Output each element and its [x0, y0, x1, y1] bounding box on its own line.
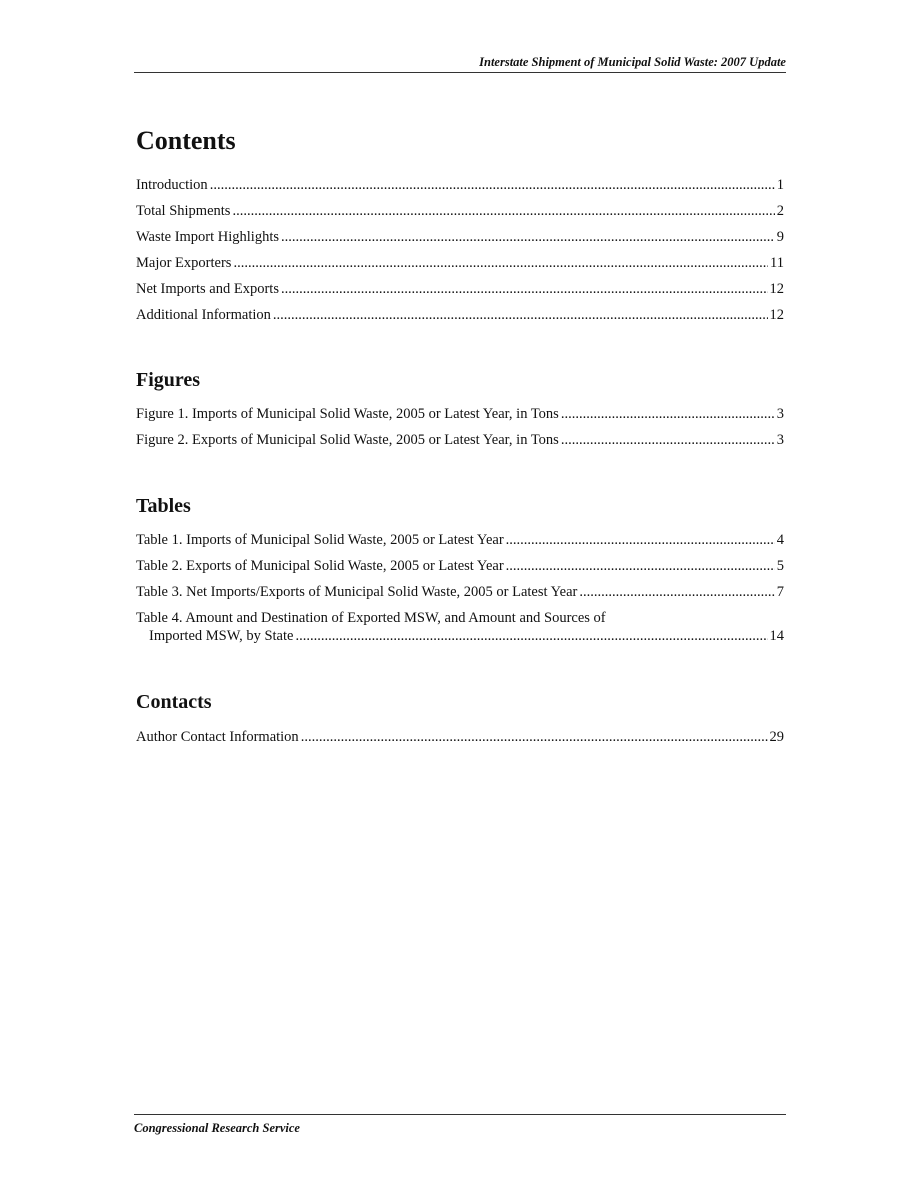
dot-leader: [506, 557, 775, 575]
toc-entry-page: 4: [776, 532, 784, 548]
toc-entry-table-1[interactable]: [136, 531, 784, 557]
toc-entry-page: 3: [776, 432, 784, 448]
toc-entry-table-3[interactable]: [136, 583, 784, 609]
toc-entry-page: 11: [770, 255, 784, 271]
dot-leader: [273, 306, 768, 324]
toc-entry-title: Table 2. Exports of Municipal Solid Waste, 2005 or Latest Year: [136, 558, 504, 574]
dot-leader: [561, 431, 775, 449]
contacts-list: [136, 728, 784, 754]
toc-entry-title: Waste Import Highlights: [136, 229, 280, 245]
toc-entry-table-2[interactable]: [136, 557, 784, 583]
dot-leader: [281, 280, 768, 298]
dot-leader: [233, 254, 768, 272]
toc-entry-title: Table 1. Imports of Municipal Solid Waste, 2005 or Latest Year: [136, 532, 504, 548]
toc-entry-title: Total Shipments: [136, 203, 231, 219]
toc-entry-title: Major Exporters: [136, 255, 232, 271]
toc-entry-title: Table 3. Net Imports/Exports of Municipal Solid Waste, 2005 or Latest Year: [136, 584, 578, 600]
toc-entry-page: 3: [776, 406, 784, 422]
tables-heading: Tables: [136, 495, 191, 517]
toc-entry-page: 12: [769, 307, 784, 323]
toc-entry-page: 29: [769, 729, 784, 745]
figures-list: [136, 405, 784, 457]
toc-entry-page: 2: [776, 203, 784, 219]
dot-leader: [301, 728, 768, 746]
toc-entry-introduction[interactable]: [136, 176, 784, 202]
toc-entry-page: 9: [776, 229, 784, 245]
toc-entry-title: Figure 1. Imports of Municipal Solid Waste, 2005 or Latest Year, in Tons: [136, 406, 559, 422]
toc-entry-title: Net Imports and Exports: [136, 281, 279, 297]
running-header: Interstate Shipment of Municipal Solid Waste: 2007 Update: [134, 55, 786, 73]
toc-entry-title-line2: Imported MSW, by State: [149, 628, 294, 644]
toc-entry-additional-information[interactable]: [136, 306, 784, 332]
toc-entry-net-imports-exports[interactable]: [136, 280, 784, 306]
dot-leader: [295, 627, 767, 645]
toc-entry-major-exporters[interactable]: [136, 254, 784, 280]
toc-entry-author-contact[interactable]: [136, 728, 784, 754]
toc-entry-page: 14: [769, 628, 784, 644]
dot-leader: [561, 405, 775, 423]
toc-entry-total-shipments[interactable]: [136, 202, 784, 228]
contents-list: [136, 176, 784, 332]
dot-leader: [579, 583, 774, 601]
toc-entry-page: 12: [769, 281, 784, 297]
toc-entry-waste-import-highlights[interactable]: [136, 228, 784, 254]
toc-entry-title-line1: Table 4. Amount and Destination of Exported MSW, and Amount and Sources of: [136, 610, 606, 626]
toc-entry-title: Additional Information: [136, 307, 271, 323]
figures-heading: Figures: [136, 369, 201, 391]
toc-entry-title: Introduction: [136, 177, 208, 193]
toc-entry-figure-2[interactable]: [136, 431, 784, 457]
toc-entry-figure-1[interactable]: [136, 405, 784, 431]
toc-entry-table-4[interactable]: [136, 609, 784, 645]
tables-list: [136, 531, 784, 645]
toc-entry-title: Figure 2. Exports of Municipal Solid Waste, 2005 or Latest Year, in Tons: [136, 432, 559, 448]
dot-leader: [281, 228, 775, 246]
dot-leader: [210, 176, 775, 194]
toc-entry-page: 7: [776, 584, 784, 600]
toc-entry-title-line2-row: [136, 627, 784, 645]
toc-entry-title: Author Contact Information: [136, 729, 299, 745]
dot-leader: [506, 531, 775, 549]
dot-leader: [232, 202, 774, 220]
contacts-heading: Contacts: [136, 691, 212, 713]
toc-entry-page: 1: [776, 177, 784, 193]
contents-heading: Contents: [136, 126, 236, 155]
toc-entry-page: 5: [776, 558, 784, 574]
page-footer: Congressional Research Service: [134, 1114, 786, 1136]
